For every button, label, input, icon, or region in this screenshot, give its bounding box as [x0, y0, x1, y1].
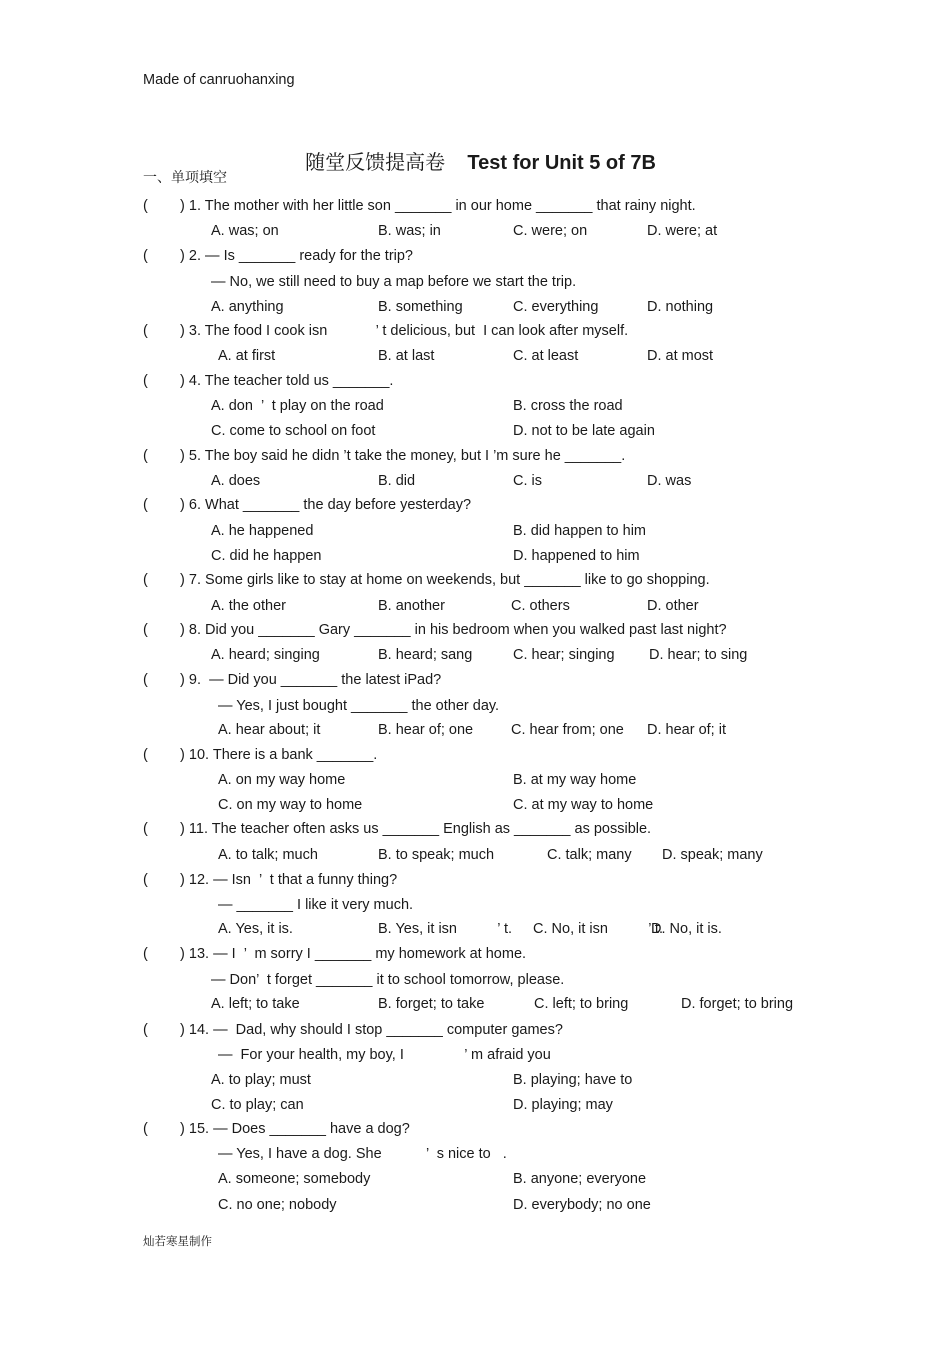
question-line: — _______ I like it very much. — [218, 897, 414, 913]
page-title — [0, 132, 950, 173]
title-chinese: 随堂反馈提高卷 — [305, 150, 446, 174]
question-stem: ( ) 14. — Dad, why should I stop _______ computer games? — [143, 1022, 563, 1038]
question-line: B. another — [378, 598, 445, 614]
question-line: C. No, it isn ’ t. — [533, 921, 663, 937]
question-line: B. at my way home — [513, 772, 637, 788]
question-line: D. nothing — [647, 299, 714, 315]
question-stem: ( ) 3. The food I cook isn ’ t delicious, but I can look after myself. — [143, 323, 629, 339]
question-stem: ( ) 10. There is a bank _______. — [143, 747, 378, 763]
question-line: C. on my way to home — [218, 797, 363, 813]
question-line: B. at last — [378, 348, 435, 364]
question-line: D. forget; to bring — [681, 996, 794, 1012]
question-line: A. at first — [218, 348, 276, 364]
title-english: Test for Unit 5 of 7B — [467, 152, 656, 174]
question-line: — For your health, my boy, I ’ m afraid you — [218, 1047, 551, 1063]
question-line: — Yes, I have a dog. She ’ s nice to . — [218, 1146, 507, 1162]
question-line: — Yes, I just bought _______ the other day. — [218, 698, 500, 714]
question-line: A. don ’ t play on the road — [211, 398, 384, 414]
question-line: D. playing; may — [513, 1097, 613, 1113]
question-line: C. at my way to home — [513, 797, 654, 813]
question-line: B. anyone; everyone — [513, 1171, 647, 1187]
question-stem: ( ) 9. — Did you _______ the latest iPad? — [143, 672, 442, 688]
question-stem: ( ) 15. — Does _______ have a dog? — [143, 1121, 410, 1137]
question-stem: ( ) 6. What _______ the day before yesterday? — [143, 497, 472, 513]
question-line: D. happened to him — [513, 548, 640, 564]
question-line: A. he happened — [211, 523, 314, 539]
question-line: A. Yes, it is. — [218, 921, 293, 937]
question-line: D. everybody; no one — [513, 1197, 651, 1213]
question-stem: ( ) 12. — Isn ’ t that a funny thing? — [143, 872, 398, 888]
question-line: A. left; to take — [211, 996, 300, 1012]
question-line: B. forget; to take — [378, 996, 485, 1012]
question-stem: ( ) 7. Some girls like to stay at home on weekends, but _______ like to go shopping. — [143, 572, 710, 588]
question-stem: ( ) 8. Did you _______ Gary _______ in his bedroom when you walked past last night? — [143, 622, 727, 638]
question-line: C. everything — [513, 299, 599, 315]
question-stem: ( ) 11. The teacher often asks us _______ English as _______ as possible. — [143, 821, 652, 837]
question-line: B. heard; sang — [378, 647, 473, 663]
question-line: B. hear of; one — [378, 722, 474, 738]
question-line: C. at least — [513, 348, 579, 364]
question-line: B. something — [378, 299, 463, 315]
question-line: A. to play; must — [211, 1072, 311, 1088]
header-made-of: Made of canruohanxing — [143, 72, 295, 88]
question-line: C. to play; can — [211, 1097, 304, 1113]
question-line: A. hear about; it — [218, 722, 321, 738]
question-line: D. speak; many — [662, 847, 763, 863]
question-line: A. was; on — [211, 223, 279, 239]
question-line: B. to speak; much — [378, 847, 495, 863]
question-line: A. heard; singing — [211, 647, 320, 663]
question-line: A. anything — [211, 299, 284, 315]
question-line: B. did happen to him — [513, 523, 647, 539]
question-line: A. on my way home — [218, 772, 346, 788]
question-line: B. playing; have to — [513, 1072, 633, 1088]
question-line: C. hear; singing — [513, 647, 615, 663]
question-line: A. someone; somebody — [218, 1171, 371, 1187]
question-line: B. did — [378, 473, 416, 489]
question-line: B. cross the road — [513, 398, 623, 414]
question-stem: ( ) 13. — I ’ m sorry I _______ my homework at home. — [143, 946, 527, 962]
question-line: D. hear of; it — [647, 722, 726, 738]
question-stem: ( ) 5. The boy said he didn ’t take the money, but I ’m sure he _______. — [143, 448, 626, 464]
footer-credit: 灿若寒星制作 — [143, 1234, 212, 1248]
question-line: C. left; to bring — [534, 996, 629, 1012]
question-line: C. talk; many — [547, 847, 632, 863]
question-line: C. others — [511, 598, 570, 614]
question-line: D. No, it is. — [651, 921, 722, 937]
question-line: D. other — [647, 598, 699, 614]
question-line: A. to talk; much — [218, 847, 318, 863]
question-stem: ( ) 4. The teacher told us _______. — [143, 373, 394, 389]
question-line: D. not to be late again — [513, 423, 655, 439]
question-line: — No, we still need to buy a map before we start the trip. — [211, 274, 577, 290]
question-line: — Don’ t forget _______ it to school tomorrow, please. — [211, 972, 565, 988]
question-line: C. no one; nobody — [218, 1197, 337, 1213]
question-line: B. Yes, it isn ’ t. — [378, 921, 513, 937]
question-line: A. does — [211, 473, 261, 489]
question-line: D. was — [647, 473, 692, 489]
question-line: C. come to school on foot — [211, 423, 376, 439]
question-line: C. is — [513, 473, 542, 489]
question-stem: ( ) 1. The mother with her little son _______ in our home _______ that rainy night. — [143, 198, 696, 214]
question-line: A. the other — [211, 598, 286, 614]
question-line: C. hear from; one — [511, 722, 624, 738]
section-heading: 一、单项填空 — [143, 170, 227, 186]
question-line: B. was; in — [378, 223, 441, 239]
question-stem: ( ) 2. — Is _______ ready for the trip? — [143, 248, 413, 264]
question-line: C. were; on — [513, 223, 588, 239]
question-line: D. were; at — [647, 223, 718, 239]
question-line: D. at most — [647, 348, 714, 364]
question-line: C. did he happen — [211, 548, 322, 564]
question-line: D. hear; to sing — [649, 647, 748, 663]
